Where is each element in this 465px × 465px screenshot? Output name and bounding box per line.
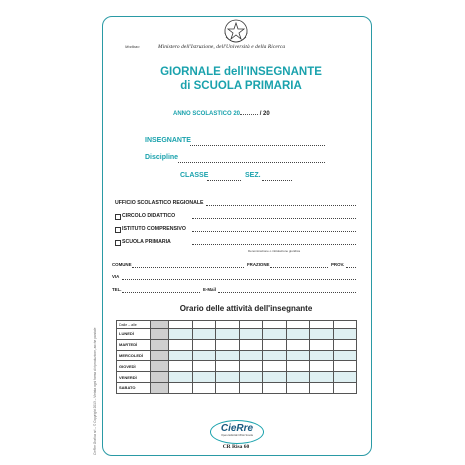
scuola-primaria-checkbox[interactable] [115,240,121,246]
form-code: Modbao [125,44,140,49]
title-line-1: GIORNALE dell'INSEGNANTE [160,66,322,78]
tel-field[interactable] [122,288,200,293]
school-year-label: ANNO SCOLASTICO 20 [173,111,241,117]
publisher-logo [210,420,264,444]
comune-field[interactable] [132,263,244,268]
insegnante-label: INSEGNANTE [145,137,191,144]
school-year-sep: / 20 [259,111,270,117]
via-label: VIA [112,274,120,279]
day-label: GIOVEDÌ [117,361,151,372]
prov-label: PROV. [331,262,345,267]
product-code: CR Risa 60 [222,444,250,450]
schedule-title: Orario delle attività dell'insegnante [179,304,313,313]
copyright-note: CieRre Grafica srl – © Copyright 2013 – Vietata ogni forma di riproduzione, anche parziale [93,327,97,455]
denominazione-note: Denominazione o intitolazione giuridica [248,249,301,253]
schedule-row [117,350,357,361]
day-label: SABATO [117,382,151,393]
schedule-row [117,329,357,340]
republic-emblem-icon [221,17,251,47]
school-year [173,111,270,117]
schedule-row [117,361,357,372]
day-label: LUNEDÌ [117,329,151,340]
istituto-field[interactable] [192,227,356,232]
discipline-label: Discipline [145,154,179,161]
insegnante-field[interactable] [190,139,325,146]
ufficio-field[interactable] [206,201,356,206]
via-field[interactable] [122,275,356,280]
ministry-header: Ministero dell'Istruzione, dell'Università e della Ricerca [158,44,286,50]
discipline-field[interactable] [178,156,325,163]
prov-field[interactable] [346,263,356,268]
istituto-checkbox[interactable] [115,227,121,233]
circolo-label: CIRCOLO DIDATTICO [122,213,176,219]
day-label: MARTEDÌ [117,339,151,350]
frazione-field[interactable] [270,263,328,268]
classe-label: CLASSE [180,172,209,179]
schedule-table [116,320,357,394]
schedule-row [117,372,357,383]
classe-field[interactable] [207,174,241,181]
istituto-label: ISTITUTO COMPRENSIVO [122,226,186,232]
sez-label: SEZ. [245,172,261,179]
tel-label: TEL. [112,287,122,292]
email-field[interactable] [218,288,356,293]
circolo-checkbox[interactable] [115,214,121,220]
schedule-header-label: Dalle – alle [117,321,151,329]
day-label: MERCOLEDÌ [117,350,151,361]
scuola-primaria-field[interactable] [192,240,356,245]
schedule-header-row [117,321,357,329]
ufficio-label: UFFICIO SCOLASTICO REGIONALE [115,200,204,206]
sez-field[interactable] [262,174,292,181]
scuola-primaria-label: SCUOLA PRIMARIA [122,239,171,245]
logo-subtitle: Opere Editoriali Ufficio Scuola [221,434,253,437]
day-label: VENERDÌ [117,372,151,383]
logo-brand: CieRre [220,423,254,434]
title-line-2: di SCUOLA PRIMARIA [180,80,302,92]
circolo-field[interactable] [192,214,356,219]
schedule-row [117,382,357,393]
email-label: E-Mail [203,287,216,292]
frazione-label: FRAZIONE [247,262,270,267]
comune-label: COMUNE [112,262,132,267]
schedule-row [117,339,357,350]
